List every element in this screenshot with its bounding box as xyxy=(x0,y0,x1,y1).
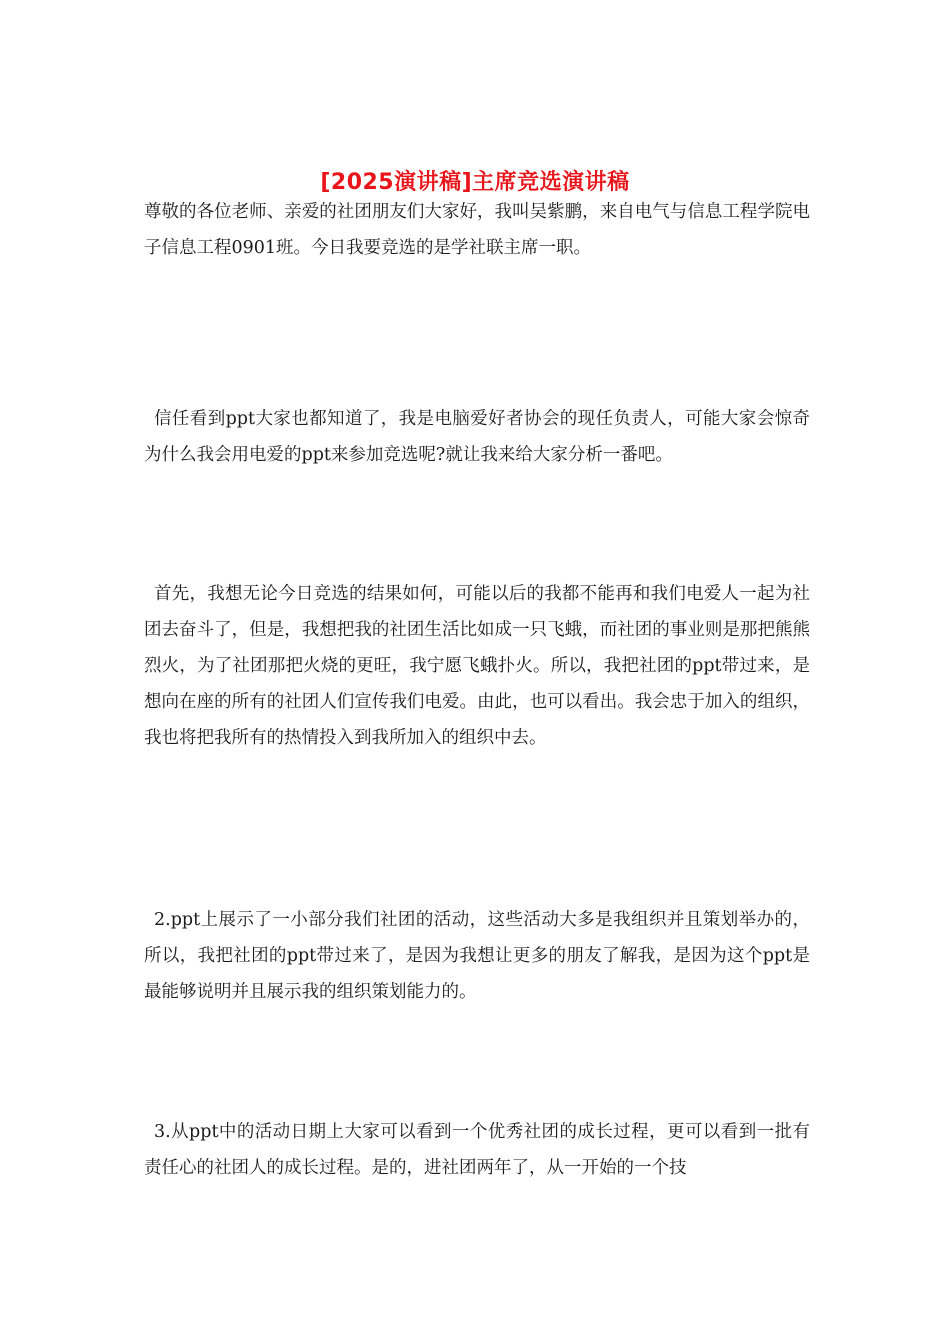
paragraph-second-point: 2.ppt上展示了一小部分我们社团的活动，这些活动大多是我组织并且策划举办的，所以，我把社团的ppt带过来了，是因为我想让更多的朋友了解我，是因为这个ppt是最能够说明并且展示我的组织策划能力的。 xyxy=(144,910,810,1002)
paragraph-ppt-intro: 信任看到ppt大家也都知道了，我是电脑爱好者协会的现任负责人，可能大家会惊奇为什么我会用电爱的ppt来参加竞选呢?就让我来给大家分析一番吧。 xyxy=(144,409,810,465)
document-title: [2025演讲稿]主席竞选演讲稿 xyxy=(320,169,630,195)
paragraph-first-point: 首先，我想无论今日竞选的结果如何，可能以后的我都不能再和我们电爱人一起为社团去奋斗了，但是，我想把我的社团生活比如成一只飞蛾，而社团的事业则是那把熊熊烈火，为了社团那把火烧的更旺，我宁愿飞蛾扑火。所以，我把社团的ppt带过来，是想向在座的所有的社团人们宣传我们电爱。由此，也可以看出。我会忠于加入的组织，我也将把我所有的热情投入到我所加入的组织中去。 xyxy=(144,584,810,748)
paragraph-greeting: 尊敬的各位老师、亲爱的社团朋友们大家好，我叫吴紫鹏，来自电气与信息工程学院电子信息工程0901班。今日我要竞选的是学社联主席一职。 xyxy=(144,202,810,258)
paragraph-third-point: 3.从ppt中的活动日期上大家可以看到一个优秀社团的成长过程，更可以看到一批有责任心的社团人的成长过程。是的，进社团两年了，从一开始的一个技 xyxy=(144,1122,810,1178)
